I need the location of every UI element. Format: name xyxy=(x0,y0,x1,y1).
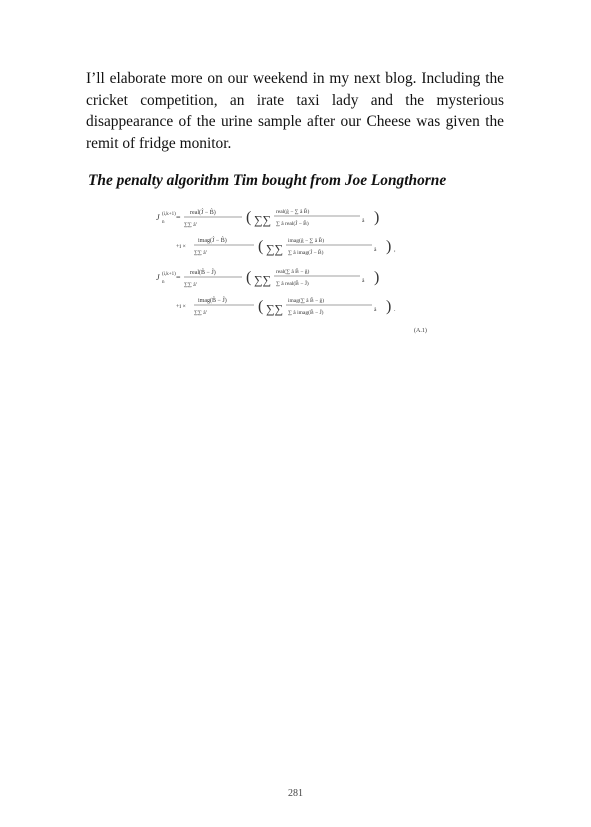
body-paragraph: I’ll elaborate more on our weekend in my next blog. Including the cricket competition, an irate taxi lady and the mysterious disappearance of the urine sample after our Cheese was given the remit of fridge monitor. xyxy=(86,70,504,152)
svg-text:â: â xyxy=(374,247,377,253)
svg-text:∑∑: ∑∑ xyxy=(254,273,272,287)
svg-text:=: = xyxy=(176,213,181,222)
equation-number: (A.1) xyxy=(414,328,427,334)
svg-text:∑∑ â’: ∑∑ â’ xyxy=(184,282,198,288)
svg-text:∑∑: ∑∑ xyxy=(266,302,284,316)
svg-text:∑∑ â’: ∑∑ â’ xyxy=(184,222,198,228)
svg-text:imag(Ĵ − B̂): imag(Ĵ − B̂) xyxy=(198,238,227,244)
svg-text:(: ( xyxy=(258,298,264,315)
section-heading: The penalty algorithm Tim bought from Joe Longthorne xyxy=(88,172,447,189)
svg-text:): ) xyxy=(386,238,392,255)
svg-text:∑ â real(Ĵ − B̂): ∑ â real(Ĵ − B̂) xyxy=(276,221,309,227)
svg-text:(: ( xyxy=(246,269,252,286)
svg-text:+i ×: +i × xyxy=(176,304,186,310)
svg-text:real(∑ â B̂ − ĝ): real(∑ â B̂ − ĝ) xyxy=(276,269,310,275)
svg-text:â: â xyxy=(362,278,365,284)
svg-text:â: â xyxy=(362,218,365,224)
svg-text:∑∑: ∑∑ xyxy=(254,213,272,227)
svg-text:=: = xyxy=(176,273,181,282)
page-number: 281 xyxy=(288,788,303,799)
svg-text:,: , xyxy=(394,247,396,253)
svg-text:∑ â imag(Ĵ − B̂): ∑ â imag(Ĵ − B̂) xyxy=(288,250,324,256)
svg-text:imag(B̂ − Ĵ): imag(B̂ − Ĵ) xyxy=(198,298,227,304)
equation-image xyxy=(150,198,440,340)
svg-text:â: â xyxy=(374,307,377,313)
svg-text:J: J xyxy=(156,273,160,282)
svg-text:.: . xyxy=(394,307,396,313)
svg-text:(: ( xyxy=(246,209,252,226)
svg-text:∑∑ â’: ∑∑ â’ xyxy=(194,250,208,256)
svg-text:real(Ĵ − B̂): real(Ĵ − B̂) xyxy=(190,210,216,216)
svg-text:real(B̂ − Ĵ): real(B̂ − Ĵ) xyxy=(190,270,216,276)
svg-text:n: n xyxy=(162,220,165,225)
svg-text:imag(ĝ − ∑ â B̂): imag(ĝ − ∑ â B̂) xyxy=(288,238,325,244)
svg-text:real(ĝ − ∑ â B̂): real(ĝ − ∑ â B̂) xyxy=(276,209,310,215)
svg-text:∑∑ â’: ∑∑ â’ xyxy=(194,310,208,316)
svg-text:imag(∑ â B̂ − ĝ): imag(∑ â B̂ − ĝ) xyxy=(288,298,325,304)
svg-text:(i,k+1): (i,k+1) xyxy=(162,272,176,277)
svg-text:∑∑: ∑∑ xyxy=(266,242,284,256)
svg-text:∑ â imag(B̂ − Ĵ): ∑ â imag(B̂ − Ĵ) xyxy=(288,310,324,316)
svg-text:+i ×: +i × xyxy=(176,244,186,250)
svg-text:n: n xyxy=(162,280,165,285)
svg-text:J: J xyxy=(156,213,160,222)
svg-text:): ) xyxy=(374,269,380,286)
svg-text:∑ â real(B̂ − Ĵ): ∑ â real(B̂ − Ĵ) xyxy=(276,281,309,287)
svg-text:): ) xyxy=(386,298,392,315)
svg-text:(: ( xyxy=(258,238,264,255)
svg-text:): ) xyxy=(374,209,380,226)
svg-text:(i,k+1): (i,k+1) xyxy=(162,212,176,217)
